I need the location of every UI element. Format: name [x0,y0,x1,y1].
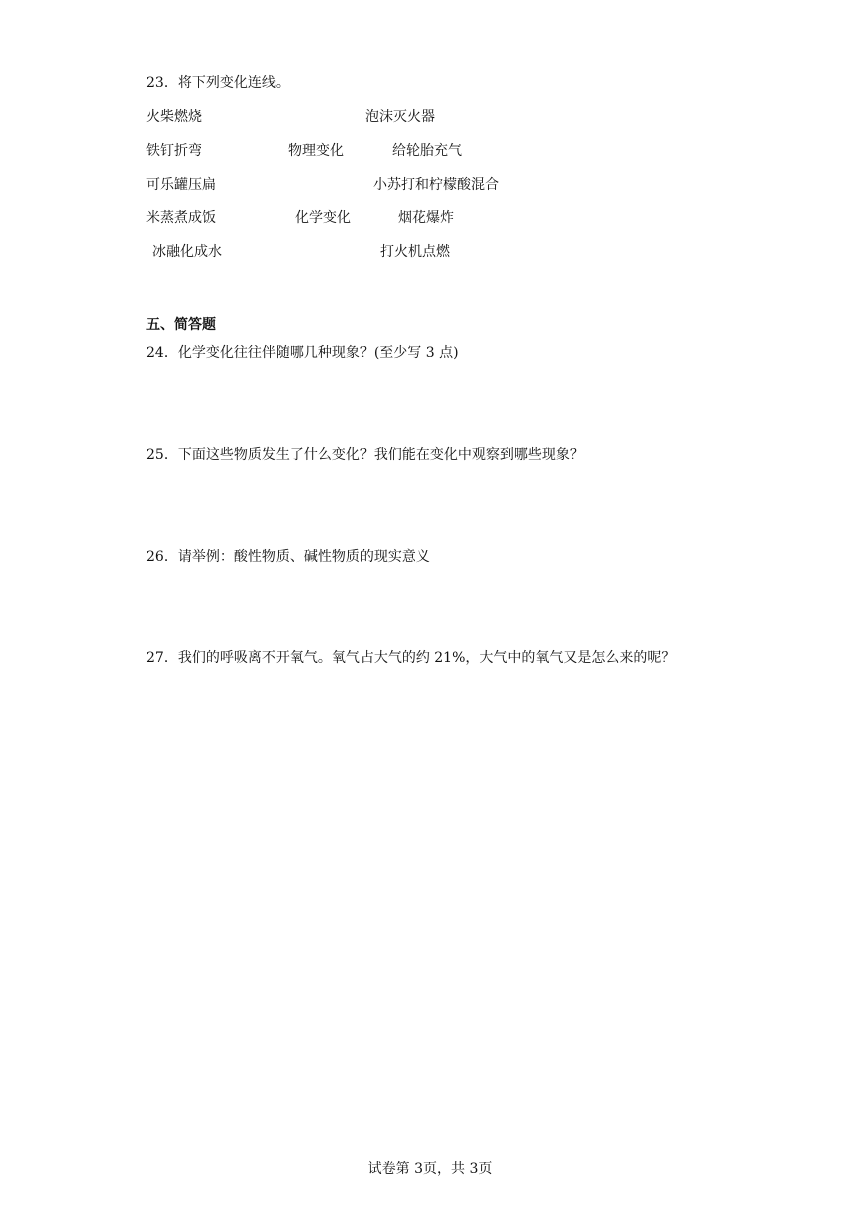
left-item: 米蒸煮成饭 [146,210,216,226]
q23-title: 23．将下列变化连线。 [146,75,290,91]
right-item: 小苏打和柠檬酸混合 [373,177,499,193]
question-26: 26．请举例：酸性物质、碱性物质的现实意义 [146,549,430,565]
left-item: 冰融化成水 [152,244,222,260]
middle-item-physical: 物理变化 [288,143,344,159]
question-27: 27．我们的呼吸离不开氧气。氧气占大气的约 21%，大气中的氧气又是怎么来的呢？ [146,650,676,666]
right-item: 给轮胎充气 [392,143,462,159]
left-item: 铁钉折弯 [146,143,202,159]
right-item: 打火机点燃 [380,244,450,260]
page-footer: 试卷第 3页，共 3页 [367,1161,493,1177]
question-24: 24．化学变化往往伴随哪几种现象？(至少写 3 点) [146,345,459,361]
right-item: 烟花爆炸 [398,210,454,226]
middle-item-chemical: 化学变化 [295,210,351,226]
left-item: 可乐罐压扁 [146,177,216,193]
left-item: 火柴燃烧 [146,109,202,125]
section-heading: 五、简答题 [146,317,216,333]
right-item: 泡沫灭火器 [365,109,435,125]
question-25: 25．下面这些物质发生了什么变化？我们能在变化中观察到哪些现象？ [146,447,584,463]
